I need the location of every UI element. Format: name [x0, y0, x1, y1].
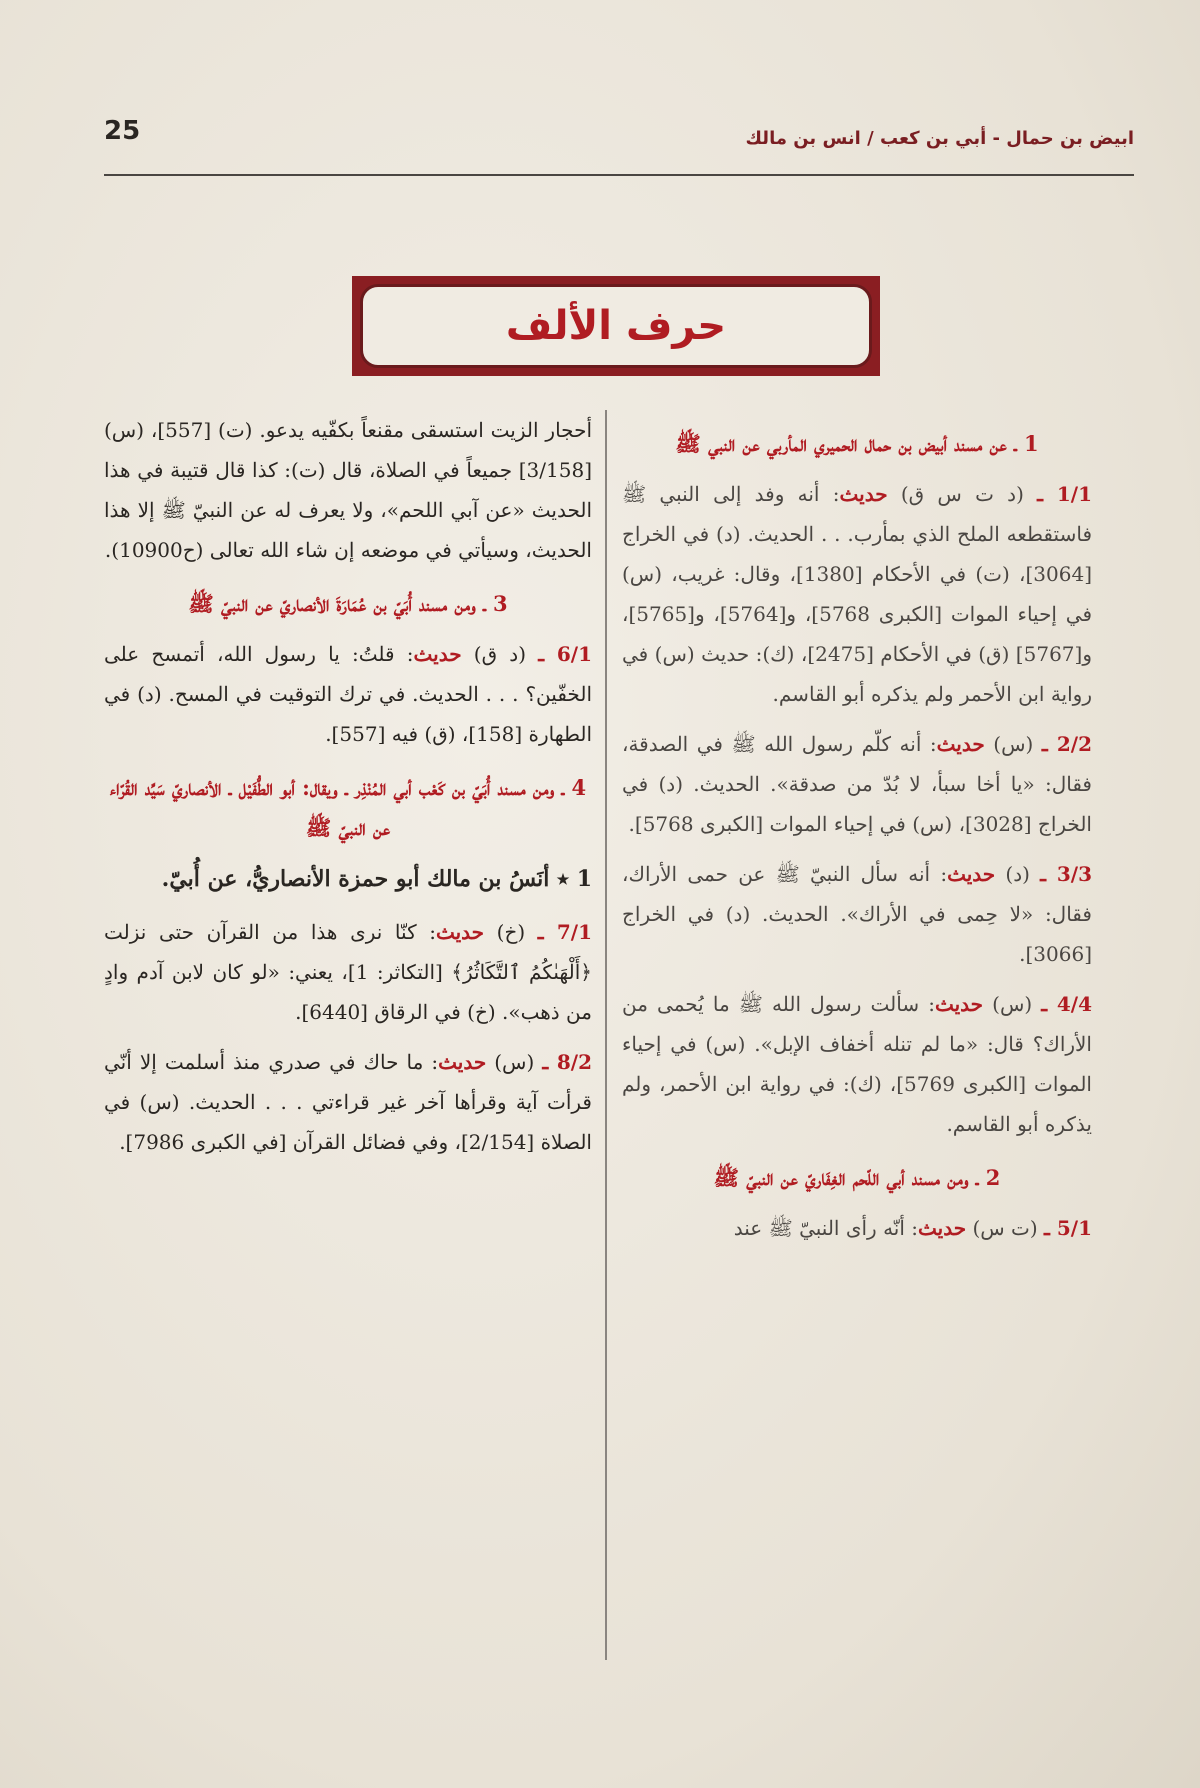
- entry-number: 2/2 ـ: [1041, 732, 1093, 756]
- page-header: [104, 110, 1134, 176]
- entry-text: : أنه سأل النبيّ ﷺ عن حمى الأراك، فقال: «لا حِمى في الأراك». الحديث. (د) في الخراج [3066].: [622, 862, 1092, 966]
- narrator-heading: 1 ٭ أنَسُ بن مالك أبو حمزة الأنصاريُّ، عن أُبيّ.: [161, 866, 592, 892]
- entry-number: 7/1 ـ: [537, 920, 593, 944]
- chapter-banner-frame: [360, 284, 872, 368]
- entry-keyword: حديث: [936, 732, 985, 756]
- entry-code: (د ق): [473, 642, 527, 666]
- entry-keyword: حديث: [413, 642, 462, 666]
- section-heading: 1 ـ عن مسند أبيض بن حمال الحميري المأربي عن النبي ﷺ: [675, 431, 1039, 456]
- entry-number: 4/4 ـ: [1041, 992, 1092, 1016]
- hadith-entry: [622, 1208, 1092, 1248]
- running-head: ابيض بن حمال - أبي بن كعب / انس بن مالك: [745, 128, 1134, 149]
- entry-text: : كنّا نرى هذا من القرآن حتى نزلت ﴿أَلْهَىٰكُمُ ٱلتَّكَاثُرُ﴾ [التكاثر: 1]، يعني: «لو كان لابن آدم وادٍ من ذهب». (خ) في الرقاق [6440].: [104, 920, 592, 1024]
- chapter-banner: [352, 276, 880, 376]
- entry-code: (د): [1005, 862, 1030, 886]
- section-heading: 2 ـ ومن مسند أبي اللّحم الغِفَاريّ عن النبيّ ﷺ: [713, 1165, 1001, 1190]
- entry-keyword: حديث: [918, 1216, 967, 1240]
- entry-text: : سألت رسول الله ﷺ ما يُحمى من الأراك؟ قال: «ما لم تنله أخفاف الإبل». (س) في إحياء الموات [الكبرى 5769]، (ك): في رواية ابن الأحمر، ولم يذكره أبو القاسم.: [622, 992, 1092, 1136]
- column-divider: [605, 410, 607, 1660]
- section-heading: 3 ـ ومن مسند أُبَيّ بن عُمَارَةَ الأنصاريّ عن النبيّ ﷺ: [188, 591, 508, 616]
- entry-text: : ما حاك في صدري منذ أسلمت إلا أنّي قرأت آية وقرأها آخر غير قراءتي . . . الحديث. (س) في الصلاة [2/154]، وفي فضائل القرآن [في الكبرى 7986].: [104, 1050, 592, 1154]
- entry-code: (س): [993, 732, 1034, 756]
- entry-code: (س): [494, 1050, 535, 1074]
- hadith-entry: [622, 984, 1092, 1144]
- hadith-entry: [622, 474, 1092, 714]
- entry-keyword: حديث: [934, 992, 984, 1016]
- entry-text: : أنه كلّم رسول الله ﷺ في الصدقة، فقال: «يا أخا سبأ، لا بُدّ من صدقة». الحديث. (د) في الخراج [3028]، (س) في إحياء الموات [الكبرى 5768].: [622, 732, 1092, 836]
- entry-code: (س): [992, 992, 1033, 1016]
- hadith-entry: [104, 912, 592, 1032]
- page-number: 25: [104, 116, 141, 146]
- entry-keyword: حديث: [438, 1050, 487, 1074]
- entry-text: : قلتُ: يا رسول الله، أتمسح على الخفّين؟ . . . الحديث. في ترك التوقيت في المسح. (د) في الطهارة [158]، (ق) فيه [557].: [104, 642, 592, 746]
- hadith-entry: [622, 854, 1092, 974]
- hadith-entry: [622, 724, 1092, 844]
- entry-code: (خ): [496, 920, 526, 944]
- entry-text: : أنّه رأى النبيّ ﷺ عند: [733, 1216, 919, 1240]
- entry-text: : أنه وفد إلى النبي ﷺ فاستقطعه الملح الذي بمأرب. . . الحديث. (د) في الخراج [3064]، (ت) في الأحكام [1380]، وقال: غريب، (س) في إحياء الموات [الكبرى 5768]، و[5764]، و[5765]، و[5767] (ق) في الأحكام [2475]، (ك): حديث (س) في رواية ابن الأحمر ولم يذكره أبو القاسم.: [622, 482, 1093, 706]
- entry-number: 5/1 ـ: [1044, 1216, 1092, 1240]
- entry-number: 8/2 ـ: [542, 1050, 593, 1074]
- right-column: [622, 410, 1092, 1258]
- hadith-entry: [104, 634, 592, 754]
- entry-code: (ت س): [972, 1216, 1038, 1240]
- entry-number: 6/1 ـ: [538, 642, 593, 666]
- entry-code: (د ت س ق): [900, 482, 1024, 506]
- left-column: [104, 410, 592, 1172]
- continued-text: أحجار الزيت استسقى مقنعاً بكفّيه يدعو. (ت) [557]، (س) [3/158] جميعاً في الصلاة، قال (ت): كذا قال قتيبة في هذا الحديث «عن آبي اللحم»، ولا يعرف له عن النبيّ ﷺ إلا هذا الحديث، وسيأتي في موضعه إن شاء الله تعالى (ح10900).: [104, 418, 592, 562]
- entry-keyword: حديث: [947, 862, 996, 886]
- hadith-entry: [104, 1042, 592, 1162]
- entry-number: 3/3 ـ: [1040, 862, 1093, 886]
- entry-number: 1/1 ـ: [1037, 482, 1093, 506]
- chapter-title: حرف الألف: [505, 303, 727, 349]
- entry-keyword: حديث: [435, 920, 485, 944]
- entry-keyword: حديث: [839, 482, 888, 506]
- section-heading: 4 ـ ومن مسند أُبَيّ بن كَعْب أبي المُنْذِر ـ ويقال: أبو الطُّفَيْل ـ الأنصاريّ سَيِّد القُرّاء عن النبيّ ﷺ: [109, 775, 587, 840]
